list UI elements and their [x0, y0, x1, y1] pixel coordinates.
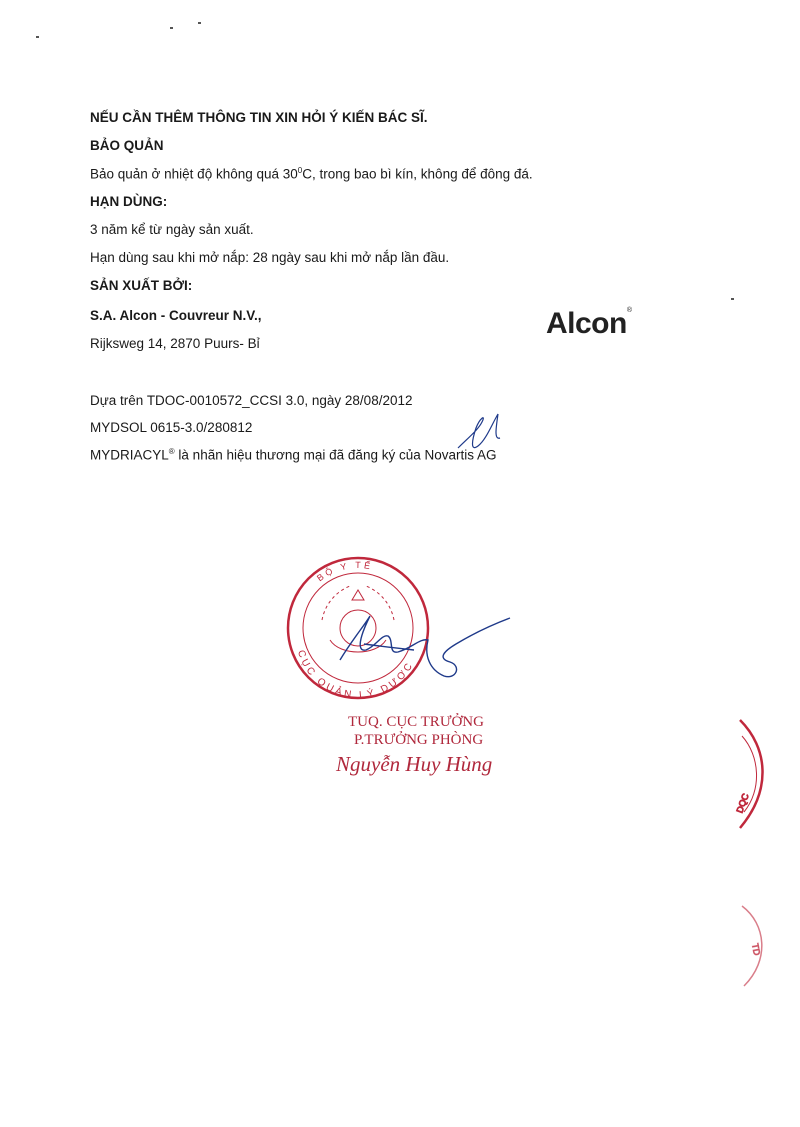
expiry-line-2: Hạn dùng sau khi mở nắp: 28 ngày sau khi mở nắp lần đầu.	[90, 250, 450, 265]
based-on-line: Dựa trên TDOC-0010572_CCSI 3.0, ngày 28/08/2012	[90, 393, 413, 408]
signer-name: Nguyễn Huy Hùng	[336, 752, 493, 776]
stamp-line-2: P.TRƯỞNG PHÒNG	[354, 732, 484, 748]
stamp-line-1: TUQ. CỤC TRƯỞNG	[348, 714, 484, 730]
svg-text:DQC: DQC	[734, 792, 751, 815]
manufacturer-heading: SẢN XUẤT BỞI:	[90, 278, 193, 293]
partial-seal-right	[734, 720, 762, 828]
seal-text-top: BỘ Y TẾ	[315, 559, 374, 584]
expiry-heading: HẠN DÙNG:	[90, 194, 168, 209]
storage-heading: BẢO QUẢN	[90, 138, 164, 153]
alcon-logo: Alcon®	[546, 307, 632, 340]
manufacturer-name: S.A. Alcon - Couvreur N.V.,	[90, 308, 262, 323]
initials-signature	[458, 414, 500, 448]
storage-text: Bảo quản ở nhiệt độ không quá $30^0C$, trong bao bì kín, không để đông đá.	[90, 166, 533, 182]
svg-text:TD: TD	[750, 942, 762, 957]
manufacturer-address: Rijksweg 14, 2870 Puurs- Bỉ	[90, 336, 260, 351]
code-line: MYDSOL 0615-3.0/280812	[90, 420, 253, 435]
expiry-line-1: 3 năm kể từ ngày sản xuất.	[90, 222, 254, 237]
advice-line: NẾU CẦN THÊM THÔNG TIN XIN HỎI Ý KIẾN BÁC SĨ.	[90, 110, 428, 125]
partial-seal-lower-right	[742, 906, 762, 986]
seal-text-bottom: CỤC QUẢN LÝ DƯỢC	[294, 648, 417, 702]
trademark-line: MYDRIACYL® là nhãn hiệu thương mại đã đăng ký của Novartis AG	[90, 447, 497, 463]
